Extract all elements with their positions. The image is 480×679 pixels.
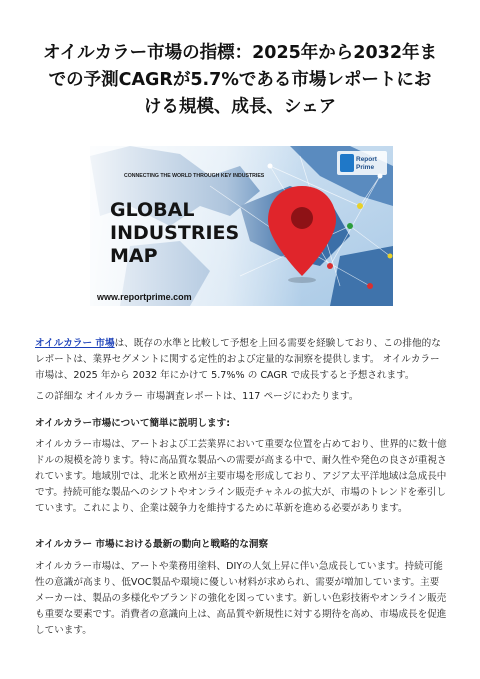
section-heading: オイルカラー 市場における最新の動向と戦略的な洞察 (35, 539, 269, 550)
title-line: ける規模、成長、シェア (143, 97, 337, 117)
intro-paragraph (35, 336, 447, 384)
global-industries-map-banner (90, 146, 393, 306)
trends-paragraph: オイルカラー市場は、アートや業務用塗料、DIYの人気上昇に伴い急成長しています。持続可能性の意識が高まり、低VOC製品や環境に優しい材料が求められ、需要が増加しています。主要メーカーは、製品の多様化やブランドの強化を図っています。新しい色彩技術やオンライン販売も重要な要素です。消費者の意識向上は、高品質や新規性に対する期待を高め、市場成長を促進しています。 (35, 561, 447, 636)
page-count-paragraph: この詳細な オイルカラー 市場調査レポートは、117 ページにわたります。 (35, 391, 359, 402)
intro-text: は、既存の水準と比較して予想を上回る需要を経験しており、この排他的なレポートは、業界セグメントに関する定性的および定量的な洞察を提供します。 オイルカラー市場は、2025 年から 2032 年にかけて 5.7%% の CAGR で成長すると予想されます。 (35, 338, 441, 381)
banner-tagline: CONNECTING THE WORLD THROUGH KEY INDUSTRIES (124, 173, 265, 179)
logo-text: Report (356, 156, 377, 163)
section-heading: オイルカラー市場について簡単に説明します: (35, 418, 231, 429)
logo-text: Prime (356, 164, 375, 171)
overview-paragraph: オイルカラー市場は、アートおよび工芸業界において重要な位置を占めており、世界的に数十億ドルの規模を誇ります。特に高品質な製品への需要が高まる中で、耐久性や発色の良さが重視されています。地域別では、北米と欧州が主要市場を形成しており、アジア太平洋地域は急成長中です。持続可能な製品へのシフトやオンライン販売チャネルの拡大が、市場のトレンドを牽引しています。これにより、企業は競争力を維持するために革新を進める必要があります。 (35, 439, 447, 514)
report-prime-logo (337, 151, 387, 175)
logo-mark-icon (340, 154, 354, 172)
title-line: オイルカラー市場の指標：2025年から2032年ま (42, 43, 438, 63)
banner-headline: MAP (110, 245, 158, 267)
banner-url: www.reportprime.com (97, 292, 192, 302)
page-title (24, 40, 456, 121)
banner-headline: GLOBAL (110, 199, 195, 221)
title-line: での予測CAGRが5.7%である市場レポートにお (48, 70, 432, 90)
market-link[interactable]: オイルカラー 市場 (35, 338, 115, 349)
banner-headline: INDUSTRIES (110, 222, 240, 244)
